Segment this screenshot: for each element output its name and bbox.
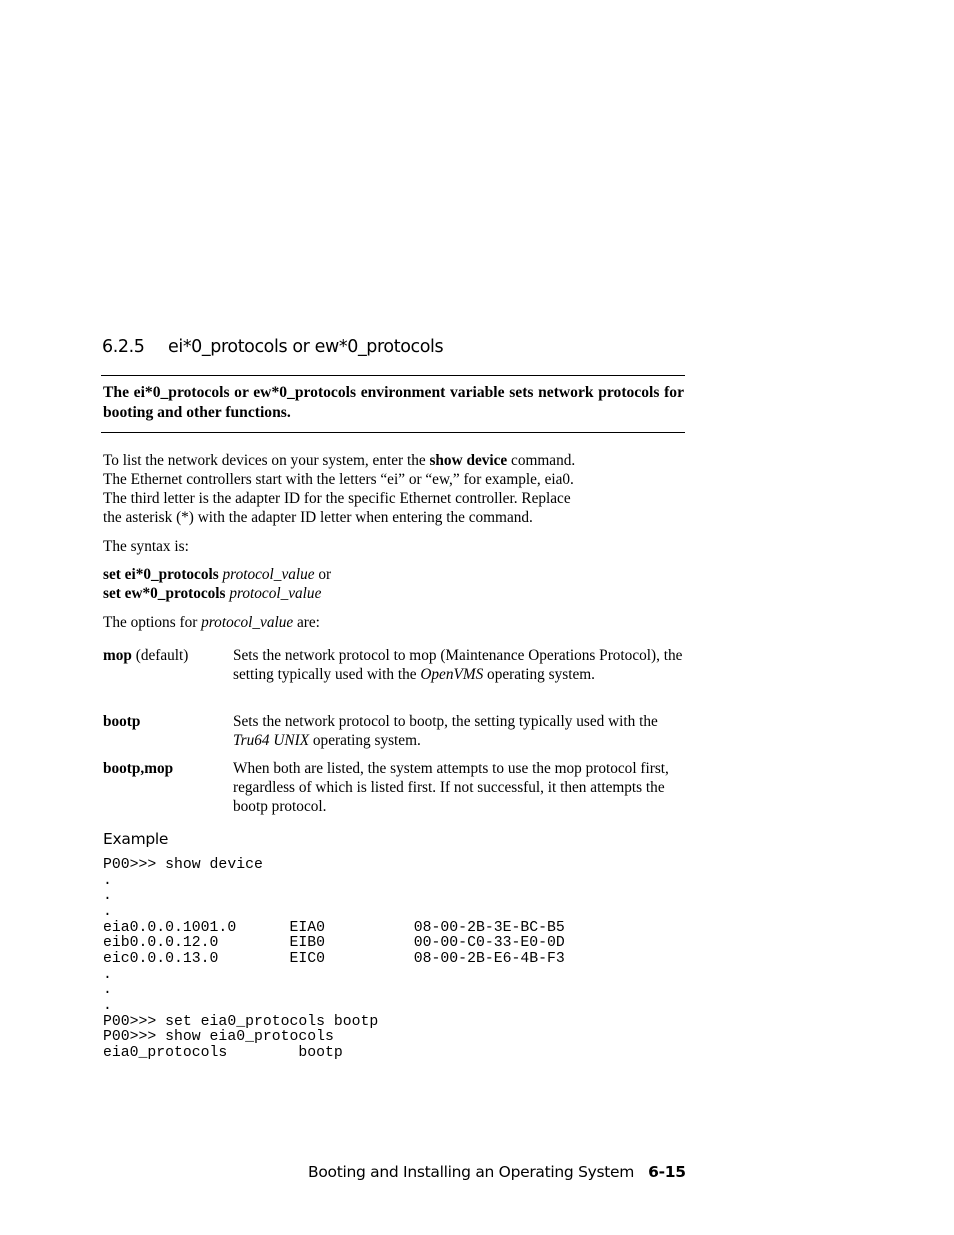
example-heading: Example [103,830,169,848]
intro-paragraph [103,451,685,527]
option-term-mop: mop (default) [103,647,189,664]
intro-line-3: The third letter is the adapter ID for the specific Ethernet controller. Replace [103,490,571,507]
intro-line-1: To list the network devices on your system, enter the show device command. [103,452,576,469]
option-term-bootp: bootp [103,713,141,730]
option-desc-bootp-mop: When both are listed, the system attempts to use the mop protocol first, regardless of which is listed first. If not successful, it then attempts the bootp protocol. [233,760,669,815]
section-title: ei*0_protocols or ew*0_protocols [168,337,444,357]
show-device-command: show device [429,452,508,469]
section-number: 6.2.5 [102,337,145,357]
option-desc-mop: Sets the network protocol to mop (Maintenance Operations Protocol), the setting typically used with the OpenVMS operating system. [233,647,683,683]
options-intro: The options for protocol_value are: [103,614,320,631]
top-rule [101,375,685,376]
syntax-block [103,565,685,603]
syntax-line-2: set ew*0_protocols protocol_value [103,585,322,602]
syntax-label: The syntax is: [103,538,189,555]
syntax-line-1: set ei*0_protocols protocol_value or [103,566,332,583]
footer-page-number: 6-15 [648,1163,686,1181]
option-desc-bootp: Sets the network protocol to bootp, the setting typically used with the Tru64 UNIX operating system. [233,713,658,749]
section-heading [102,337,443,357]
option-term-bootp-mop: bootp,mop [103,760,174,777]
bottom-rule [101,432,685,433]
summary-paragraph: The ei*0_protocols or ew*0_protocols environment variable sets network protocols for booting and other functions. [103,384,684,421]
intro-line-4: the asterisk (*) with the adapter ID letter when entering the command. [103,509,533,526]
example-code-block: P00>>> show device . . . eia0.0.0.1001.0 EIA0 08-00-2B-3E-BC-B5 eib0.0.0.12.0 EIB0 00-00-C0-33-E0-0D eic0.0.0.13.0 EIC0 08-00-2B-E6-4B-F3 . . . P00>>> set eia0_protocols bootp P00>>> show eia0_protocols eia0_protocols bootp [103,857,565,1061]
intro-line-2: The Ethernet controllers start with the letters “ei” or “ew,” for example, eia0. [103,471,574,488]
footer-chapter-title: Booting and Installing an Operating System [308,1163,635,1181]
page-footer [308,1163,686,1181]
